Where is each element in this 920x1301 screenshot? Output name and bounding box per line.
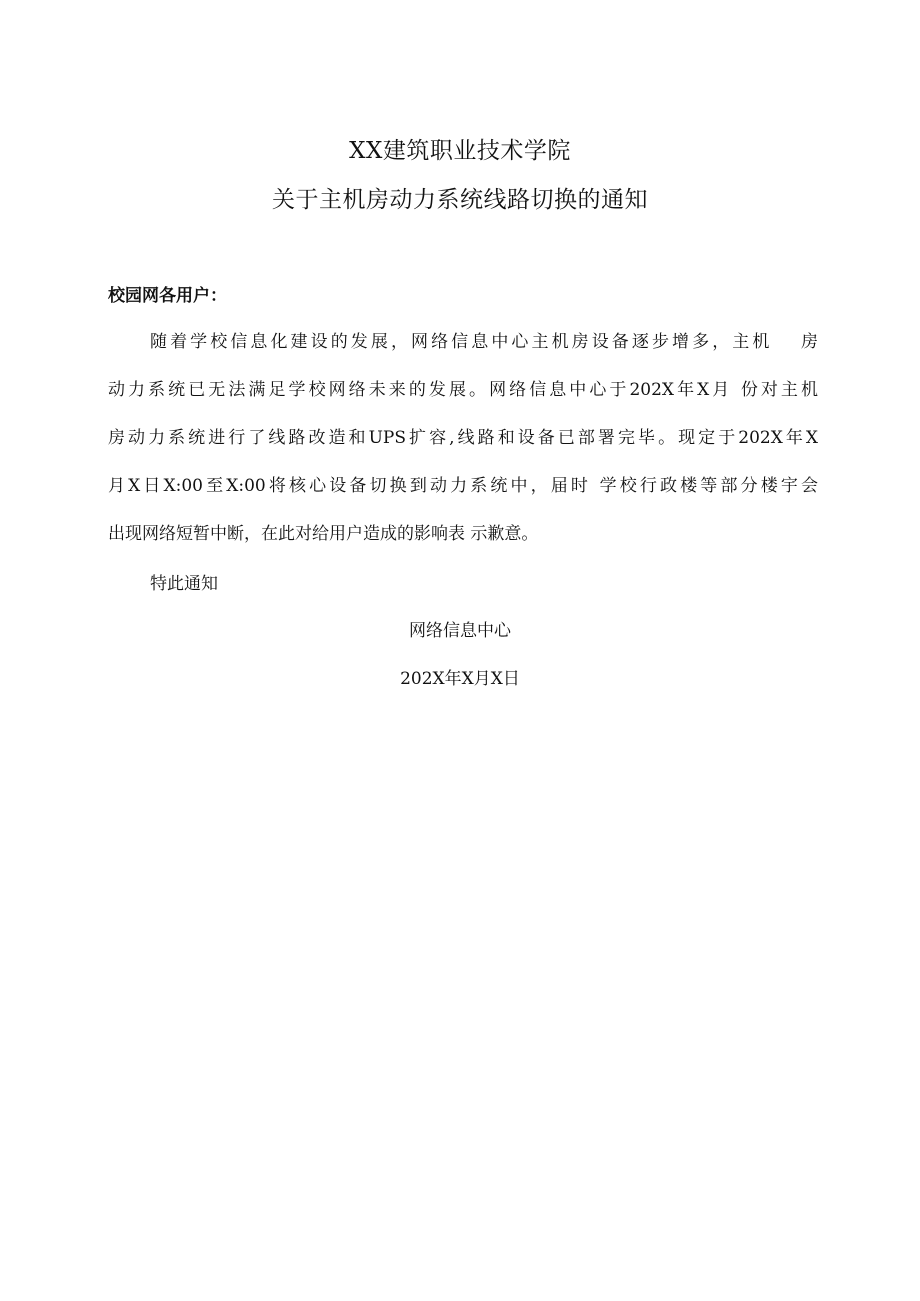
body-line: 随着学校信息化建设的发展，网络信息中心主机房设备逐步增多，主机 房 (150, 332, 818, 352)
body-line: 动力系统已无法满足学校网络未来的发展。网络信息中心于202X年X月 份对主机 (108, 380, 818, 400)
document-title-institution: XX建筑职业技术学院 (349, 138, 571, 164)
body-paragraph (108, 328, 818, 568)
document-date: 202X年X月X日 (400, 669, 520, 689)
document-title-subject: 关于主机房动力系统线路切换的通知 (272, 187, 648, 213)
closing-text: 特此通知 (150, 574, 218, 594)
body-line: 出现网络短暂中断，在此对给用户造成的影响表 示歉意。 (108, 524, 539, 544)
body-line: 月X日X:00至X:00将核心设备切换到动力系统中，届时 学校行政楼等部分楼宇会 (108, 476, 818, 496)
salutation: 校园网各用户： (108, 286, 227, 306)
body-line: 房动力系统进行了线路改造和UPS扩容,线路和设备已部署完毕。现定于202X年X (108, 428, 818, 448)
signature: 网络信息中心 (409, 621, 511, 641)
